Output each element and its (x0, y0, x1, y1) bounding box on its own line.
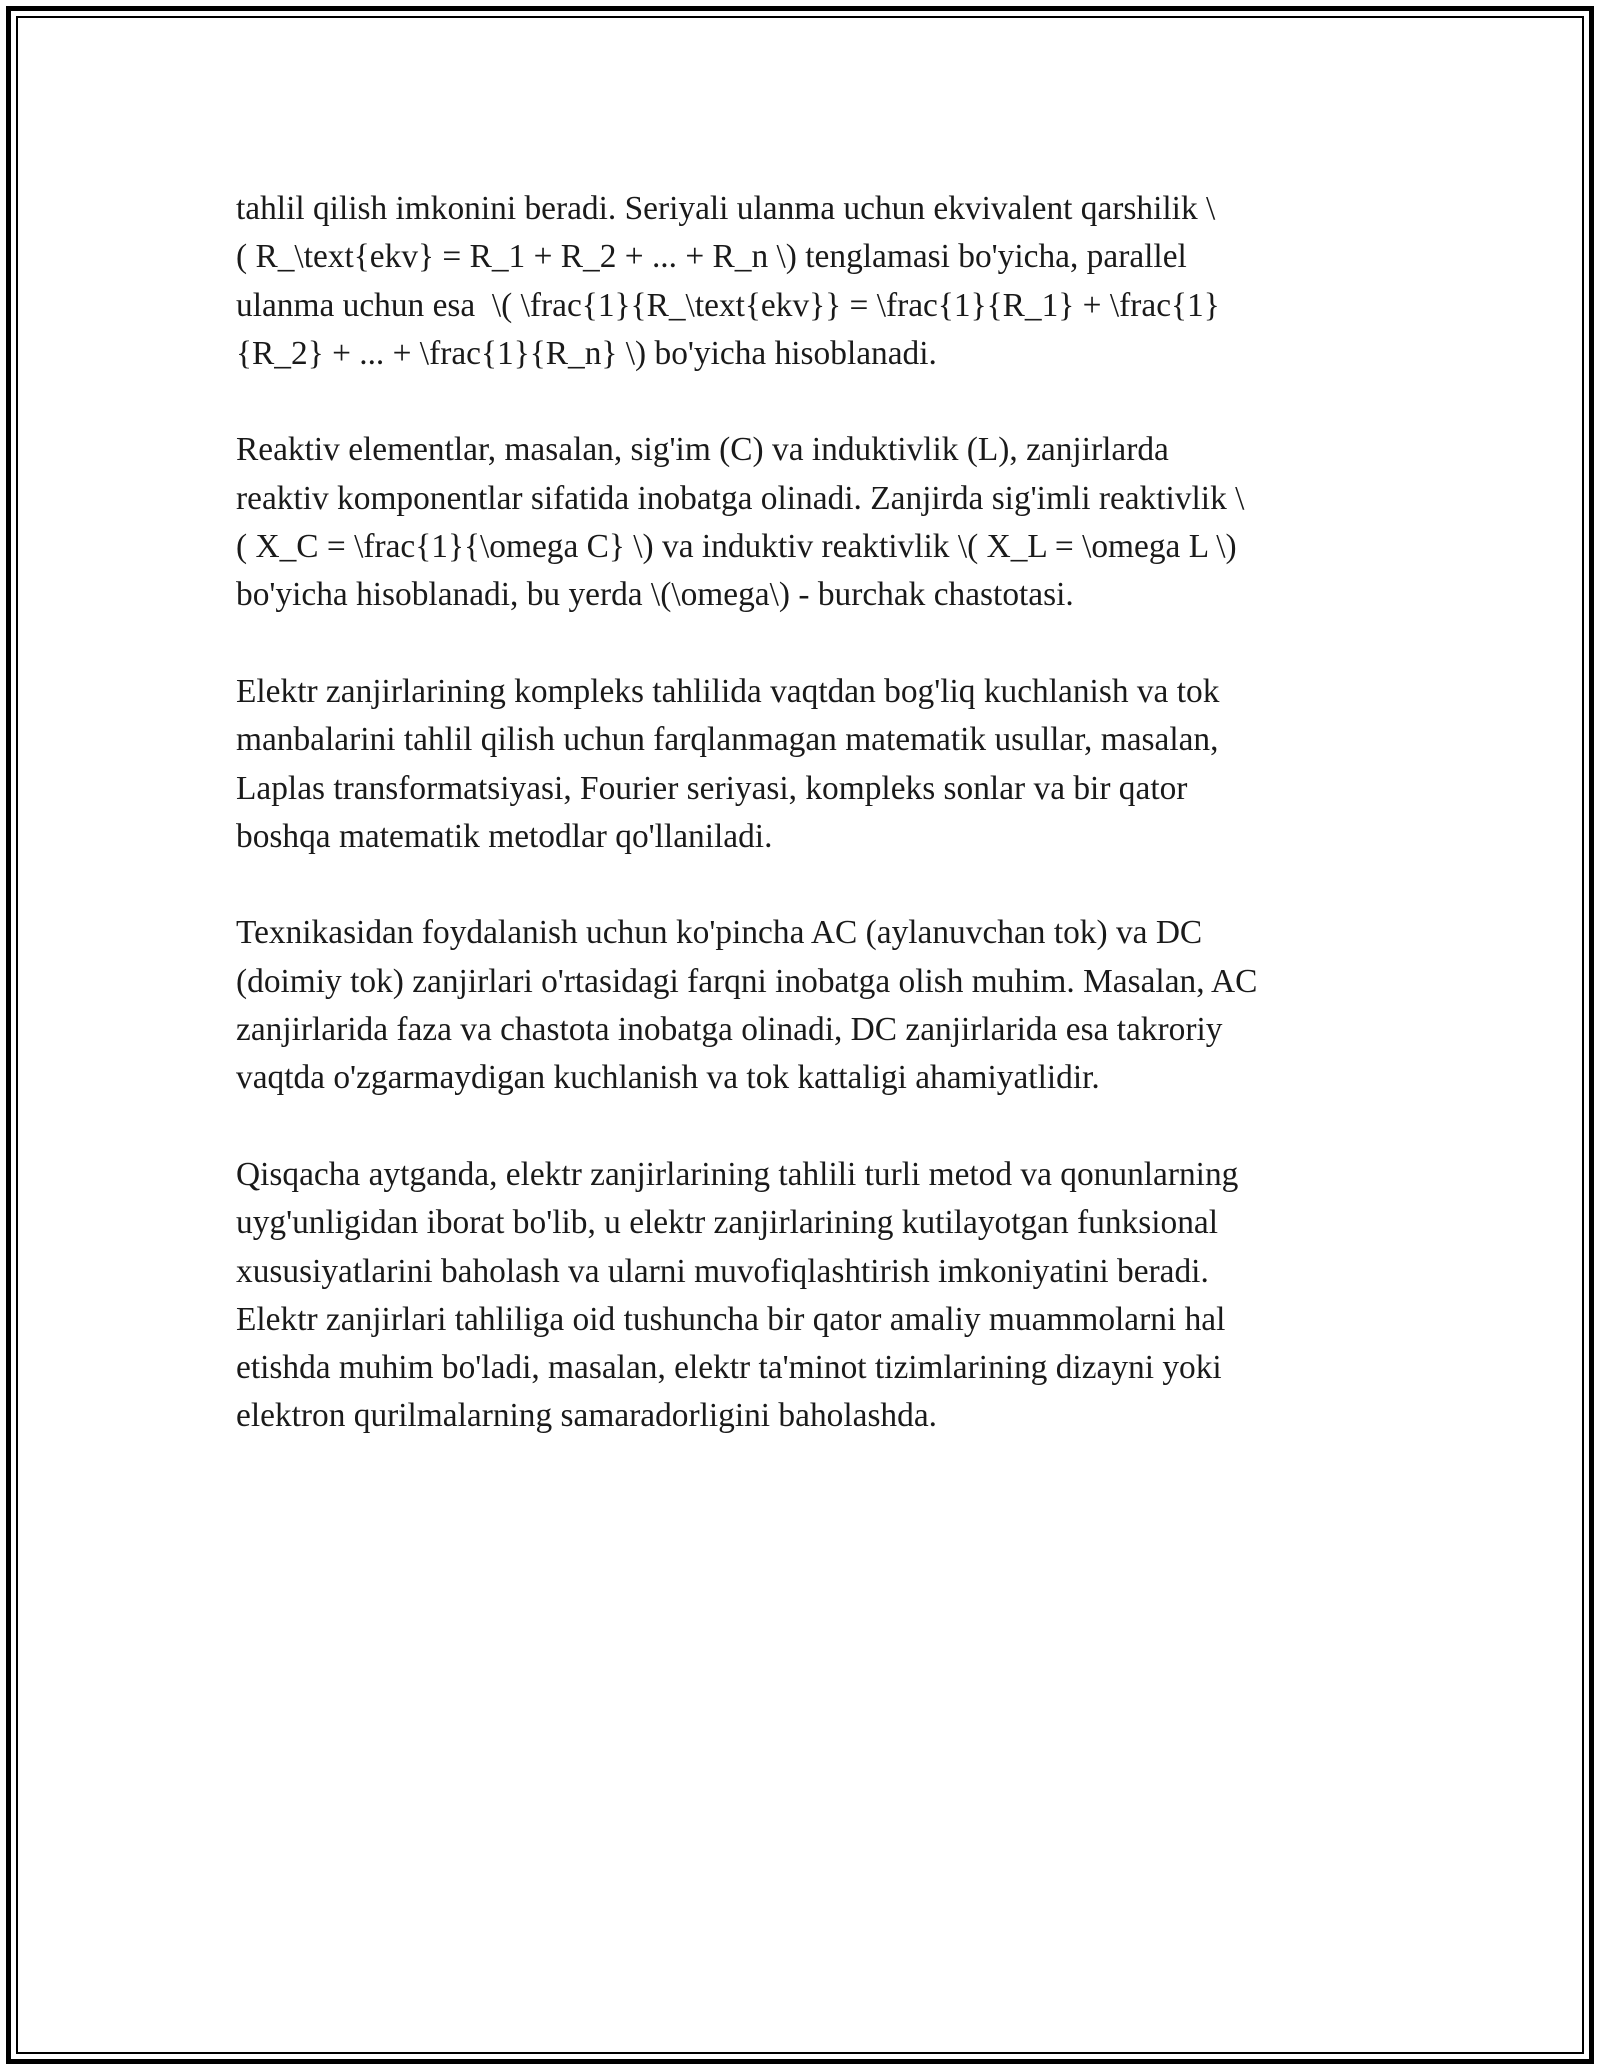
paragraph-ac-dc (236, 909, 1376, 1102)
text-line: elektron qurilmalarning samaradorligini baholashda. (236, 1397, 937, 1435)
text-line: xususiyatlarini baholash va ularni muvofiqlashtirish imkoniyatini beradi. (236, 1252, 1209, 1290)
text-line: manbalarini tahlil qilish uchun farqlanmagan matematik usullar, masalan, (236, 721, 1219, 759)
text-line: etishda muhim bo'ladi, masalan, elektr ta'minot tizimlarining dizayni yoki (236, 1349, 1222, 1387)
paragraph-series-parallel-resistance (236, 185, 1376, 378)
text-line: vaqtda o'zgarmaydigan kuchlanish va tok kattaligi ahamiyatlidir. (236, 1059, 1100, 1097)
text-line: ulanma uchun esa \( \frac{1}{R_\text{ekv}} = \frac{1}{R_1} + \frac{1} (236, 286, 1220, 324)
text-line: Texnikasidan foydalanish uchun ko'pincha AC (aylanuvchan tok) va DC (236, 914, 1203, 952)
text-line: Reaktiv elementlar, masalan, sig'im (C) va induktivlik (L), zanjirlarda (236, 431, 1169, 469)
text-line: Laplas transformatsiyasi, Fourier seriyasi, kompleks sonlar va bir qator (236, 769, 1188, 807)
text-line: reaktiv komponentlar sifatida inobatga olinadi. Zanjirda sig'imli reaktivlik \ (236, 479, 1245, 517)
text-line: Elektr zanjirlarining kompleks tahlilida vaqtdan bog'liq kuchlanish va tok (236, 672, 1220, 710)
text-line: uyg'unligidan iborat bo'lib, u elektr zanjirlarining kutilayotgan funksional (236, 1204, 1219, 1242)
text-line: zanjirlarida faza va chastota inobatga olinadi, DC zanjirlarida esa takroriy (236, 1011, 1223, 1049)
text-line: Qisqacha aytganda, elektr zanjirlarining tahlili turli metod va qonunlarning (236, 1155, 1239, 1193)
text-line: boshqa matematik metodlar qo'llaniladi. (236, 817, 773, 855)
text-line: ( R_\text{ekv} = R_1 + R_2 + ... + R_n \) tenglamasi bo'yicha, parallel (236, 238, 1187, 276)
text-line: Elektr zanjirlari tahliliga oid tushuncha bir qator amaliy muammolarni hal (236, 1300, 1226, 1338)
document-body (236, 185, 1376, 1489)
paragraph-reactive-elements (236, 426, 1376, 619)
paragraph-summary (236, 1151, 1376, 1441)
text-line: ( X_C = \frac{1}{\omega C} \) va induktiv reaktivlik \( X_L = \omega L \) (236, 528, 1237, 566)
text-line: bo'yicha hisoblanadi, bu yerda \(\omega\) - burchak chastotasi. (236, 576, 1074, 614)
text-line: (doimiy tok) zanjirlari o'rtasidagi farqni inobatga olish muhim. Masalan, AC (236, 962, 1258, 1000)
paragraph-complex-analysis (236, 668, 1376, 861)
text-line: {R_2} + ... + \frac{1}{R_n} \) bo'yicha hisoblanadi. (236, 334, 937, 372)
text-line: tahlil qilish imkonini beradi. Seriyali ulanma uchun ekvivalent qarshilik \ (236, 190, 1216, 227)
